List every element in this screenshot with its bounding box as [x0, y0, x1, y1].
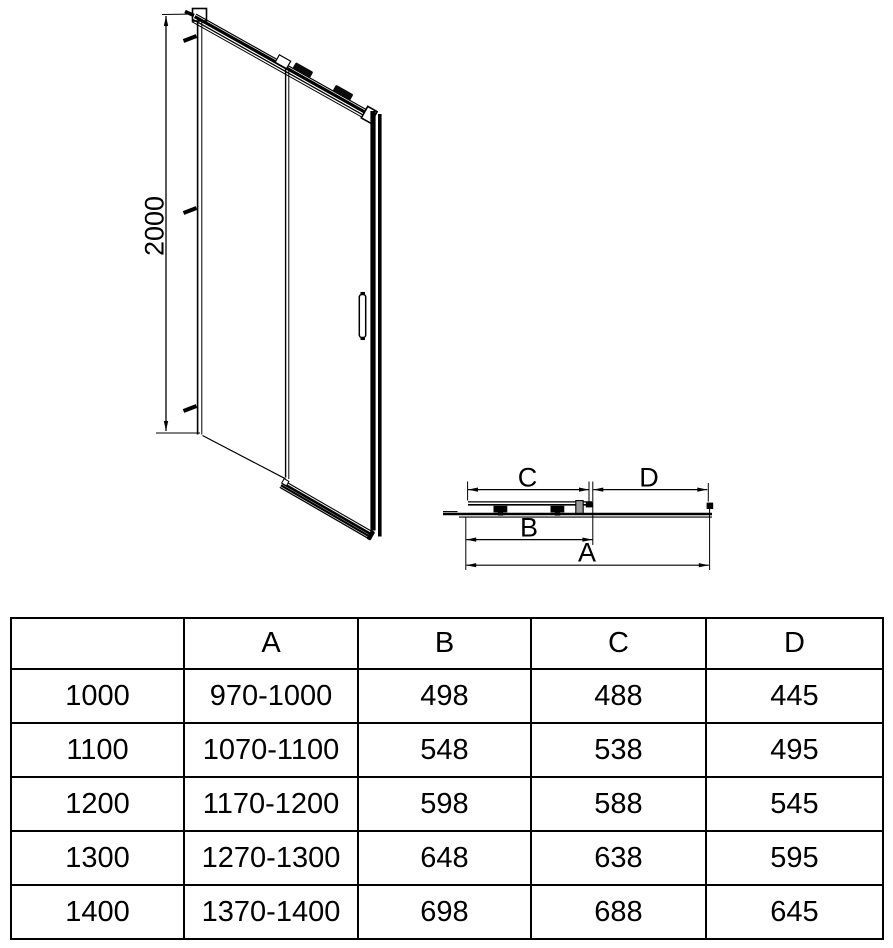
- size-cell: 588: [531, 777, 706, 831]
- header-cell-d: D: [706, 618, 883, 669]
- size-cell: 1070-1100: [184, 723, 358, 777]
- size-cell: 548: [358, 723, 531, 777]
- door-handle: [359, 293, 365, 339]
- dimension-d: [589, 463, 708, 546]
- size-cell: 598: [358, 777, 531, 831]
- size-label-cell: 1100: [11, 723, 184, 777]
- size-cell: 970-1000: [184, 669, 358, 723]
- sliding-door-panel: [359, 111, 380, 537]
- arrow-up-icon: [164, 16, 168, 26]
- dim-b-label: B: [519, 512, 539, 543]
- height-dimension-label: 2000: [139, 195, 170, 257]
- dimension-c: [468, 463, 589, 501]
- table-row: [11, 723, 883, 777]
- wall-bracket-bottom: [184, 406, 197, 411]
- front-view: [140, 8, 380, 541]
- wall-bracket-middle: [184, 208, 197, 213]
- dim-a-label: A: [577, 537, 597, 568]
- size-label-cell: 1400: [11, 885, 184, 939]
- size-cell: 1170-1200: [184, 777, 358, 831]
- dimension-b: [466, 513, 593, 571]
- bottom-rail: [279, 479, 376, 541]
- door-end-cap: [586, 502, 593, 507]
- roller-block-right: [551, 506, 565, 513]
- size-label-cell: 1200: [11, 777, 184, 831]
- size-cell: 498: [358, 669, 531, 723]
- glass-clamp: [576, 501, 583, 515]
- size-cell: 1270-1300: [184, 831, 358, 885]
- table-row: [11, 777, 883, 831]
- dim-d-label: D: [639, 462, 659, 493]
- top-view: [443, 463, 713, 571]
- table-row: [11, 885, 883, 939]
- header-cell-a: A: [184, 618, 358, 669]
- size-cell: 445: [706, 669, 883, 723]
- wall-bracket: [707, 503, 714, 509]
- size-cell: 698: [358, 885, 531, 939]
- dim-c-label: C: [517, 462, 538, 493]
- table-header-row: [11, 618, 883, 669]
- height-dimension: [140, 14, 201, 433]
- size-cell: 645: [706, 885, 883, 939]
- size-cell: 495: [706, 723, 883, 777]
- arrow-down-icon: [164, 421, 168, 431]
- size-cell: 688: [531, 885, 706, 939]
- size-cell: 648: [358, 831, 531, 885]
- size-cell: 1370-1400: [184, 885, 358, 939]
- size-cell: 595: [706, 831, 883, 885]
- roller-block-left: [494, 506, 508, 513]
- size-cell: 488: [531, 669, 706, 723]
- size-label-cell: 1000: [11, 669, 184, 723]
- table-row: [11, 831, 883, 885]
- header-cell-c: C: [531, 618, 706, 669]
- header-cell-blank: [11, 618, 184, 669]
- wall-bracket-top: [184, 36, 197, 41]
- size-cell: 538: [531, 723, 706, 777]
- header-cell-b: B: [358, 618, 531, 669]
- size-cell: 638: [531, 831, 706, 885]
- size-label-cell: 1300: [11, 831, 184, 885]
- fixed-glass-panel: [203, 22, 289, 479]
- size-table: [10, 617, 884, 940]
- wall-profile: [184, 9, 207, 435]
- size-cell: 545: [706, 777, 883, 831]
- table-row: [11, 669, 883, 723]
